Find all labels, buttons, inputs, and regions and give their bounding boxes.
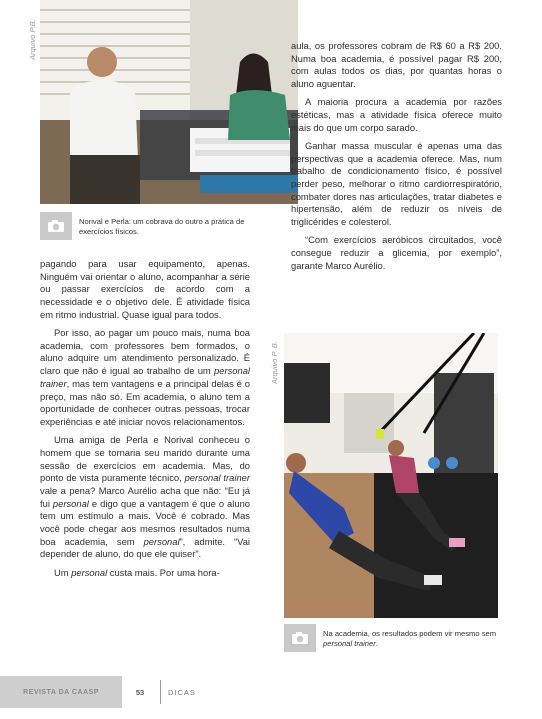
paragraph: aula, os professores cobram de R$ 60 a R$ 200. Numa boa academia, é possível pagar R$ 200, com aulas todos os dias, por quantas horas o aluno aguentar.	[291, 40, 502, 90]
bottom-photo-caption	[284, 624, 498, 652]
right-column	[291, 40, 502, 278]
paragraph: A maioria procura a academia por razões estéticas, mas a atividade física oferece muito mais do que um corpo sarado.	[291, 96, 502, 133]
paragraph: pagando para usar equipamento, apenas. Ninguém vai orientar o aluno, acompanhar a série ou passar exercícios de acordo com a necessidade e o objetivo dele. É atividade física em ritmo industrial. Quase igual para todos.	[40, 258, 250, 320]
camera-icon	[284, 624, 316, 652]
page-footer	[0, 676, 542, 719]
photo-credit-bottom: Arquivo P. B.	[270, 341, 279, 384]
footer-divider	[160, 680, 161, 704]
paragraph: Por isso, ao pagar um pouco mais, numa boa academia, com professores bem formados, o aluno adquire um atendimento personalizado. É claro que não é igual ao trabalho de um personal trainer, mas tem vantagens e a principal delas é o preço, mas não só. Em academia, o aluno tem a oportunidade de conhecer outras pessoas, trocar experiências e até iniciar novos relacionamentos.	[40, 327, 250, 427]
camera-icon	[40, 212, 72, 240]
gym-photo	[284, 333, 498, 618]
caption-text: Na academia, os resultados podem vir mesmo sem personal trainer.	[323, 629, 497, 648]
photo-credit-top: Arquivo P.B.	[28, 19, 37, 60]
top-photo-caption	[40, 212, 280, 240]
left-column	[40, 258, 250, 585]
section-name: DICAS	[168, 687, 196, 697]
office-photo	[40, 0, 298, 204]
caption-text: Norival e Perla: um cobrava do outro a prática de exercícios físicos.	[79, 217, 245, 236]
paragraph: “Com exercícios aeróbicos circuitados, você consegue reduzir a glicemia, por exemplo”, garante Marco Aurélio.	[291, 234, 502, 271]
paragraph: Uma amiga de Perla e Norival conheceu o homem que se tornaria seu marido durante uma sessão de exercícios em academia. Mas, do ponto de vista puramente técnico, personal trainer vale a pena? Marco Aurélio acha que não: “Eu já fui personal e digo que a vantagem é que o aluno tem um estímulo a mais. Você é cobrado. Mas você pode chegar aos mesmos resultados numa boa academia, sem personal”, admite. “Vai depender de aluno, do que ele quiser”.	[40, 434, 250, 560]
paragraph: Ganhar massa muscular é apenas uma das perspectivas que a academia oferece. Mas, num trabalho de condicionamento físico, é possível perder peso, melhorar o ritmo cardiorrespiratório, combater dores nas articulações, tratar diabetes e hipertensão, além de reduzir os níveis de triglicérides e colesterol.	[291, 139, 502, 228]
page-number: 53	[135, 687, 145, 697]
paragraph: Um personal custa mais. Por uma hora-	[54, 566, 220, 578]
magazine-name: REVISTA DA CAASP	[0, 676, 122, 708]
